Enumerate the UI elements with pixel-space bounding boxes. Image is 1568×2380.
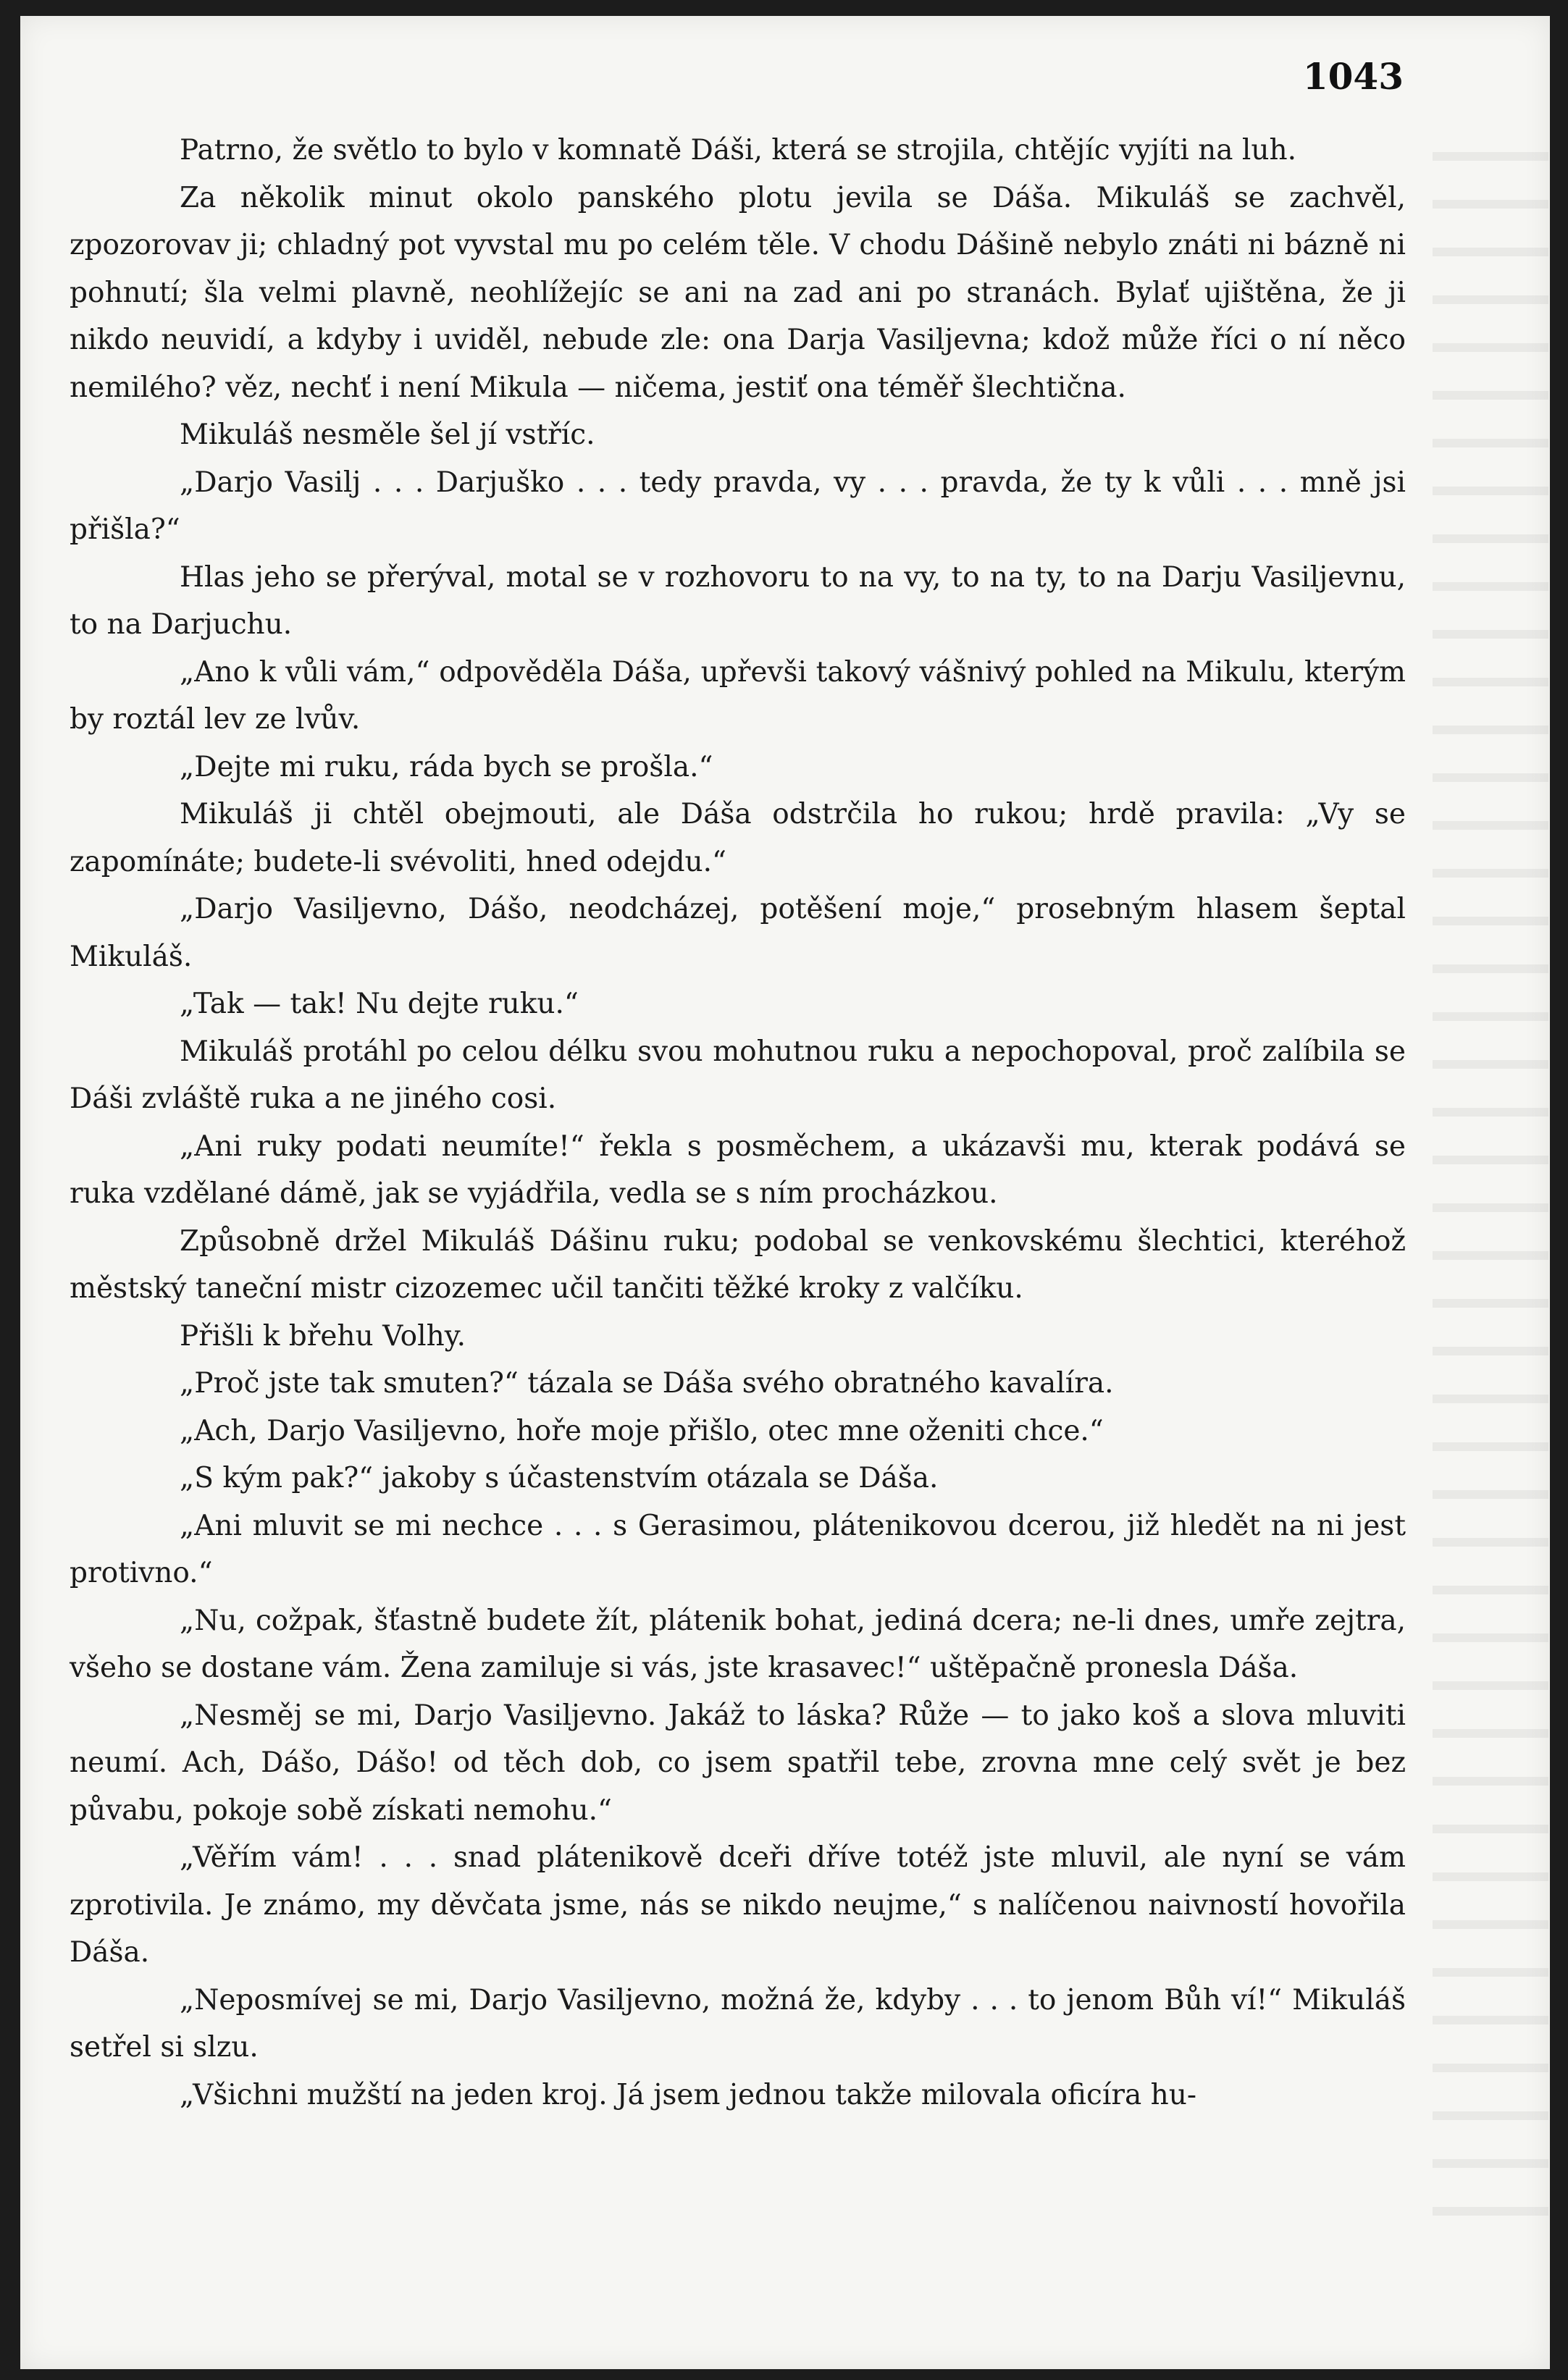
paragraph: „Neposmívej se mi, Darjo Vasiljevno, možná že, kdyby . . . to jenom Bůh ví!“ Mikuláš setřel si slzu. (70, 1983, 1406, 2064)
paragraph: „Ach, Darjo Vasiljevno, hoře moje přišlo, otec mne oženiti chce.“ (180, 1414, 1104, 1447)
paragraph: „Dejte mi ruku, ráda bych se prošla.“ (180, 750, 713, 783)
paragraph: Způsobně držel Mikuláš Dášinu ruku; podobal se venkovskému šlechtici, kteréhož městský taneční mistr cizozemec učil tančiti těžké kroky z valčíku. (70, 1224, 1406, 1305)
paragraph: Přišli k břehu Volhy. (180, 1319, 466, 1353)
paragraph: Mikuláš ji chtěl obejmouti, ale Dáša odstrčila ho rukou; hrdě pravila: „Vy se zapomínáte; budete-li svévoliti, hned odejdu.“ (70, 798, 1406, 878)
paragraph: Patrno, že světlo to bylo v komnatě Dáši, která se strojila, chtějíc vyjíti na luh. (180, 134, 1296, 167)
body-text (70, 127, 1406, 2119)
paragraph: Hlas jeho se přerýval, motal se v rozhovoru to na vy, to na ty, to na Darju Vasiljevnu, to na Darjuchu. (70, 560, 1406, 641)
paragraph: „Ani ruky podati neumíte!“ řekla s posměchem, a ukázavši mu, kterak podává se ruka vzdělané dámě, jak se vyjádřila, vedla se s ním procházkou. (70, 1130, 1406, 1210)
paragraph: Mikuláš protáhl po celou délku svou mohutnou ruku a nepochopoval, proč zalíbila se Dáši zvláště ruka a ne jiného cosi. (70, 1035, 1406, 1115)
paragraph: „Všichni mužští na jeden kroj. Já jsem jednou takže milovala oficíra hu- (180, 2078, 1197, 2111)
paragraph: „Ani mluvit se mi nechce . . . s Gerasimou, plátenikovou dcerou, již hledět na ni jest protivno.“ (70, 1509, 1406, 1589)
paragraph: „Tak — tak! Nu dejte ruku.“ (180, 988, 579, 1020)
paragraph: „Darjo Vasiljevno, Dášo, neodcházej, potěšení moje,“ prosebným hlasem šeptal Mikuláš. (70, 893, 1406, 973)
paragraph: „Nu, cožpak, šťastně budete žít, plátenik bohat, jediná dcera; ne-li dnes, umře zejtra, všeho se dostane vám. Žena zamiluje si vás, jste krasavec!“ uštěpačně pronesla Dáša. (70, 1604, 1406, 1684)
paragraph: „Proč jste tak smuten?“ tázala se Dáša svého obratného kavalíra. (180, 1367, 1114, 1400)
page-number: 1043 (1302, 55, 1404, 98)
paragraph: Mikuláš nesměle šel jí vstříc. (180, 419, 595, 451)
bleed-through-margin (1433, 125, 1548, 2224)
paragraph: „Darjo Vasilj . . . Darjuško . . . tedy pravda, vy . . . pravda, že ty k vůli . . . mně jsi přišla?“ (70, 466, 1406, 546)
paragraph: Za několik minut okolo panského plotu jevila se Dáša. Mikuláš se zachvěl, zpozorovav ji; chladný pot vyvstal mu po celém těle. V chodu Dášině nebylo znáti ni bázně ni pohnutí; šla velmi plavně, neohlížejíc se ani na zad ani po stranách. Bylať ujištěna, že ji nikdo neuvidí, a kdyby i uviděl, nebude zle: ona Darja Vasiljevna; kdož může říci o ní něco nemilého? věz, nechť i není Mikula — ničema, jestiť ona téměř šlechtična. (70, 181, 1406, 404)
paragraph: „Věřím vám! . . . snad plátenikově dceři dříve totéž jste mluvil, ale nyní se vám zprotivila. Je známo, my děvčata jsme, nás se nikdo neujme,“ s nalíčenou naivností hovořila Dáša. (70, 1841, 1406, 1969)
paragraph: „S kým pak?“ jakoby s účastenstvím otázala se Dáša. (180, 1462, 939, 1494)
paragraph: „Ano k vůli vám,“ odpověděla Dáša, upřevši takový vášnivý pohled na Mikulu, kterým by roztál lev ze lvův. (70, 655, 1406, 736)
paragraph: „Nesměj se mi, Darjo Vasiljevno. Jakáž to láska? Růže — to jako koš a slova mluviti neumí. Ach, Dášo, Dášo! od těch dob, co jsem spatřil tebe, zrovna mne celý svět je bez půvabu, pokoje sobě získati nemohu.“ (70, 1699, 1406, 1827)
